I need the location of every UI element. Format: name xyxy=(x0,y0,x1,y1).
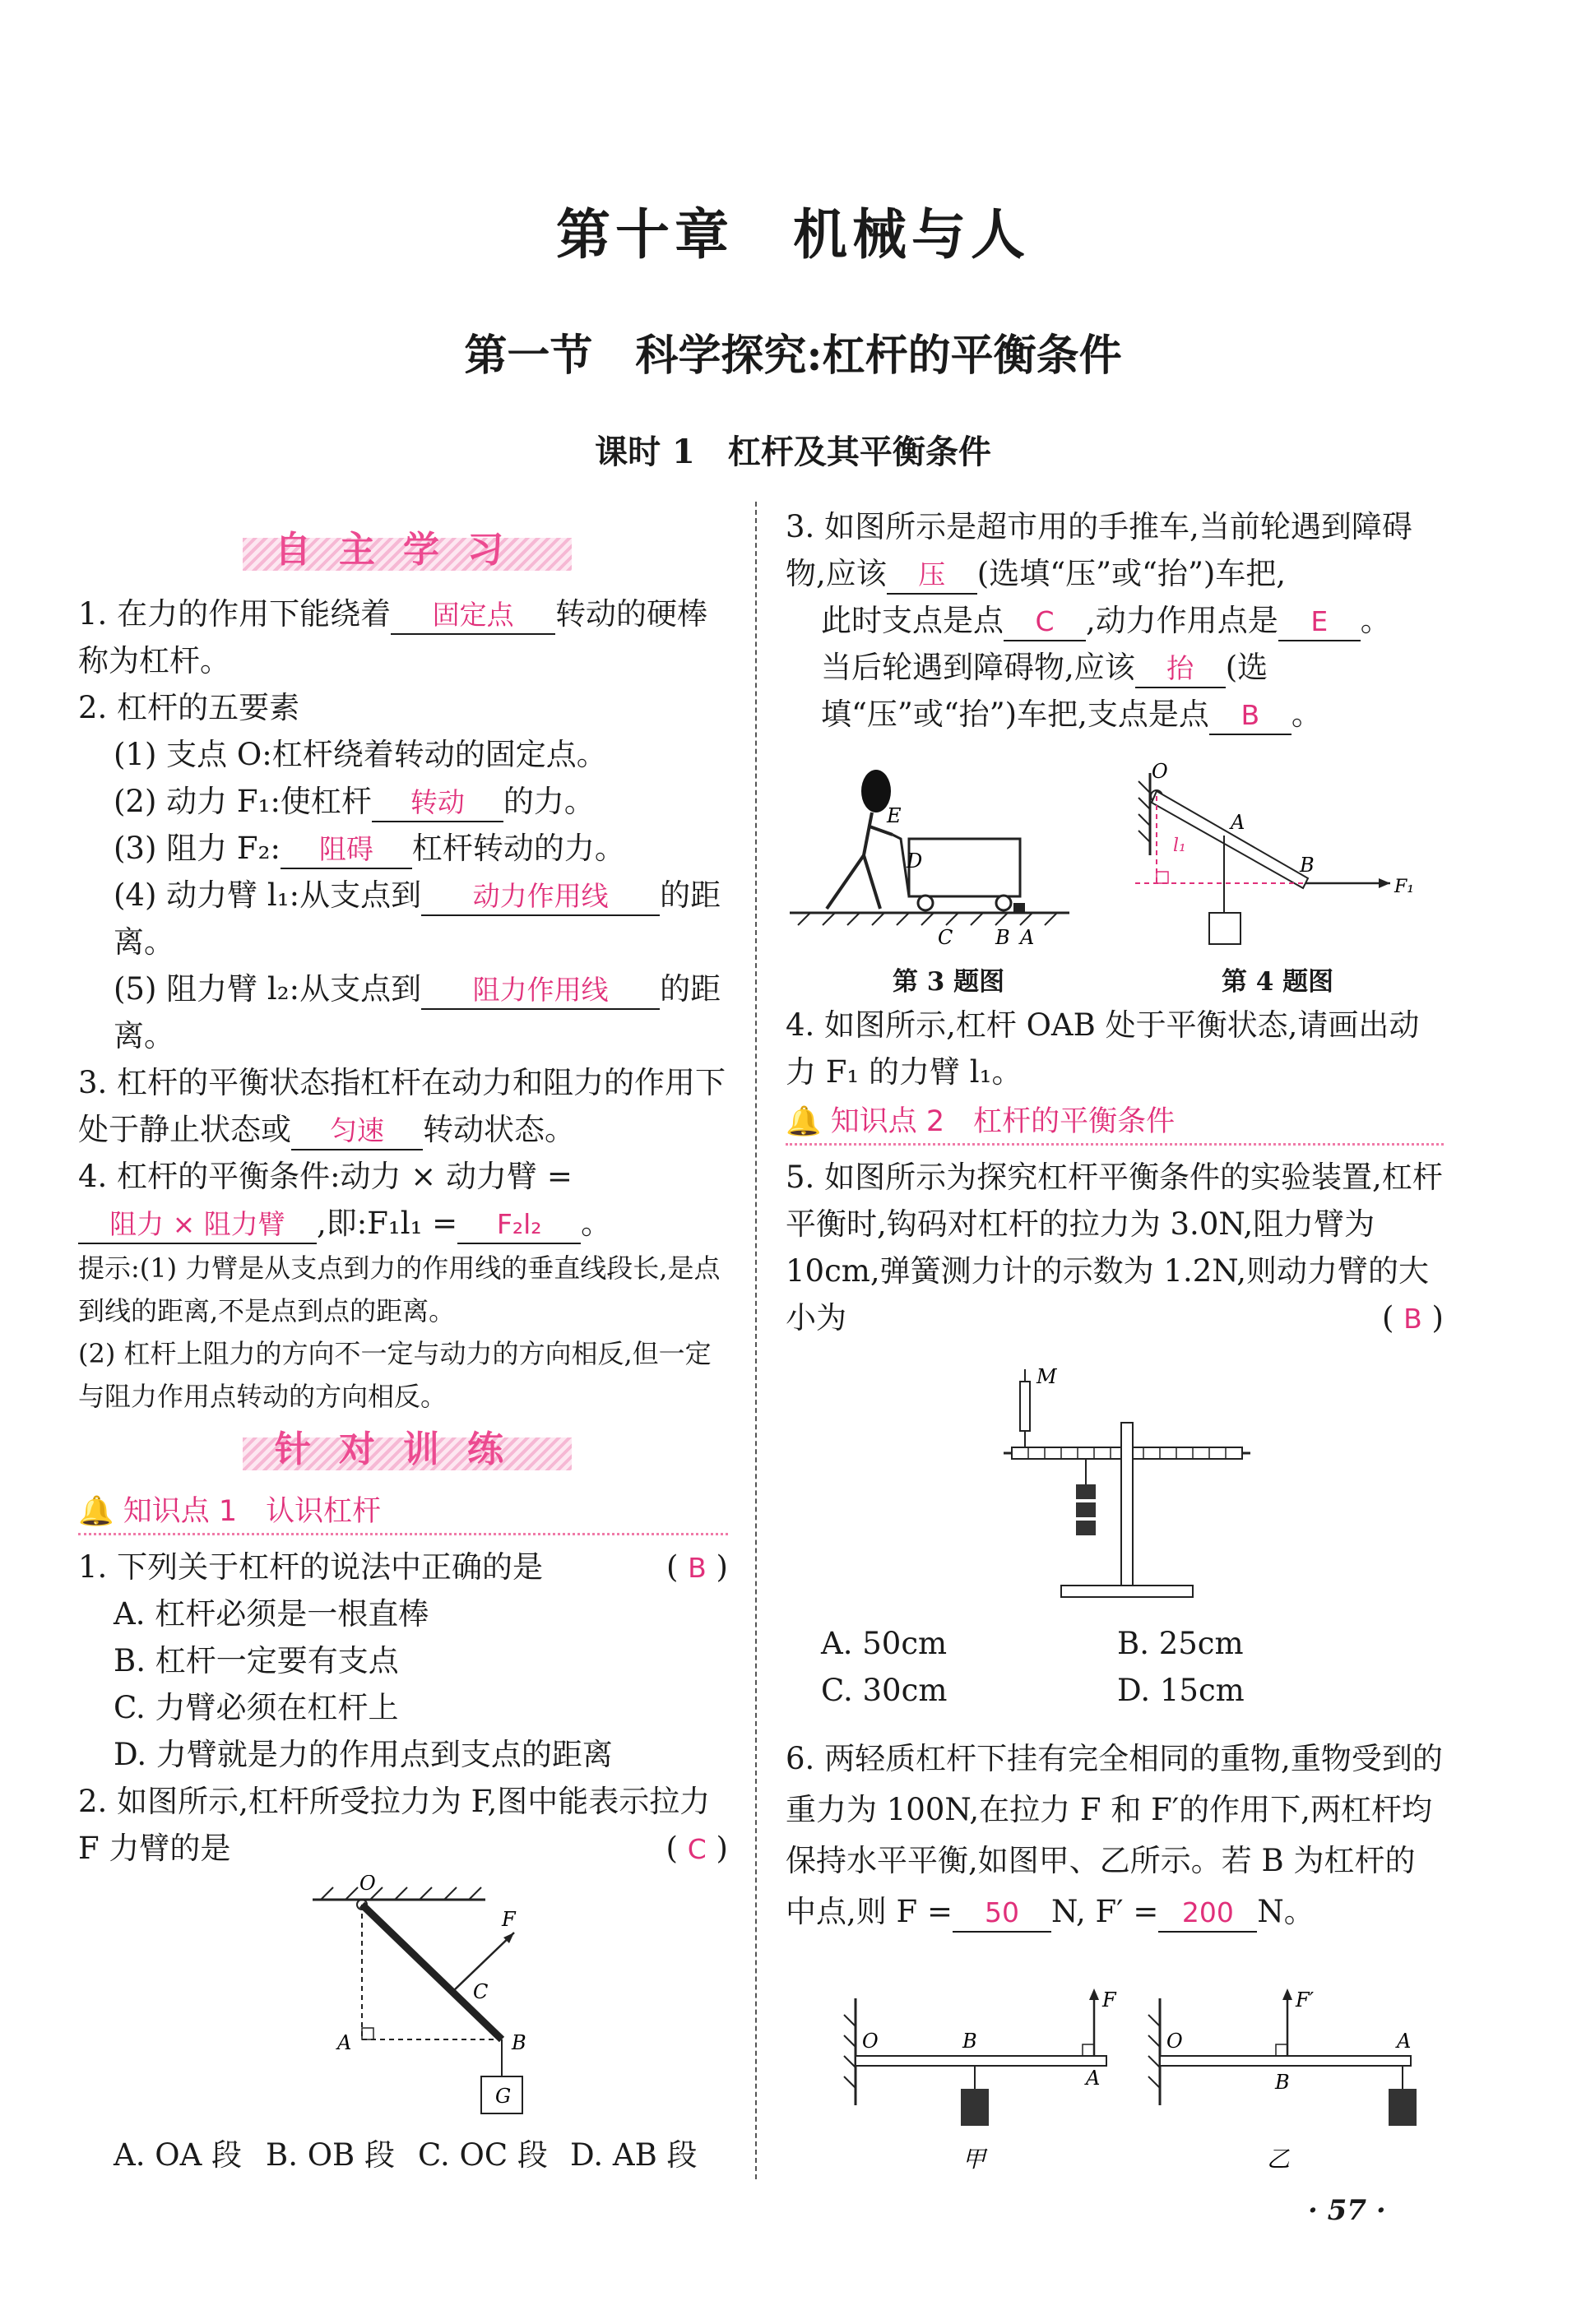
right-column xyxy=(786,503,1444,738)
knowledge-point-1: 🔔 知识点 1 认识杠杆 xyxy=(78,1490,728,1535)
figure-3-caption: 第 3 题图 xyxy=(893,967,1005,997)
svg-text:F₁: F₁ xyxy=(1394,877,1415,897)
svg-text:A: A xyxy=(1020,926,1035,949)
self-q2-3: (3) 阻力 F₂: 阻碍 杠杆转动的力。 xyxy=(78,825,728,872)
label-b: B xyxy=(512,2031,526,2054)
svg-text:B: B xyxy=(962,2030,977,2053)
knowledge-point-2: 🔔 知识点 2 杠杆的平衡条件 xyxy=(786,1100,1444,1146)
svg-text:F′: F′ xyxy=(1296,1988,1315,2012)
training-banner: 针对训练 xyxy=(78,1419,728,1485)
svg-text:A: A xyxy=(1231,811,1245,834)
t2-stem: 2. 如图所示,杠杆所受拉力为 F,图中能表示拉力 F 力臂的是 ( C ) xyxy=(78,1784,728,1866)
self-study-banner: 自主学习 xyxy=(78,520,728,586)
answer-blank: 固定点 xyxy=(391,597,555,635)
svg-text:A: A xyxy=(1086,2067,1101,2090)
label-f: F xyxy=(502,1908,516,1931)
t5-option-c: C. 30cm xyxy=(821,1673,948,1708)
self-q2-1: (1) 支点 O:杠杆绕着转动的固定点。 xyxy=(114,737,607,772)
t5-option-a: A. 50cm xyxy=(821,1626,948,1661)
self-q3: 3. 杠杆的平衡状态指杠杆在动力和阻力的作用下处于静止状态或 匀速 转动状态。 xyxy=(78,1059,728,1153)
t6-text: 6. 两轻质杠杆下挂有完全相同的重物,重物受到的重力为 100N,在拉力 F 和 F′的作用下,两杠杆均保持水平平衡,如图甲、乙所示。若 B 为杠杆的中点,则 F = 50 N, F′ = 200 N。 xyxy=(786,1734,1444,1937)
figure-q2 xyxy=(296,1875,559,2146)
t2-options xyxy=(114,2132,722,2178)
t1-option-b: B. 杠杆一定要有支点 xyxy=(114,1643,399,1678)
svg-text:F: F xyxy=(1102,1988,1116,2012)
figure-4-caption: 第 4 题图 xyxy=(1222,967,1334,997)
svg-text:B: B xyxy=(995,926,1010,949)
left-column xyxy=(78,518,728,1873)
label-jia: 甲 xyxy=(962,2146,986,2173)
t3-line3: 当后轮遇到障碍物,应该 抬 (选填“压”或“抬”)车把,支点是点 B 。 xyxy=(786,644,1444,738)
label-a: A xyxy=(337,2031,352,2054)
svg-text:O: O xyxy=(1166,2030,1183,2053)
t2-option-a: A. OA 段 xyxy=(114,2137,243,2173)
t1-option-a: A. 杠杆必须是一根直棒 xyxy=(114,1596,429,1632)
t5-options xyxy=(821,1620,1413,1714)
t5-option-b: B. 25cm xyxy=(1117,1626,1244,1661)
t3-line2: 此时支点是点 C ,动力作用点是 E 。 xyxy=(786,597,1444,644)
self-q2-2: (2) 动力 F₁:使杠杆 转动 的力。 xyxy=(78,778,728,825)
t1-stem: 1. 下列关于杠杆的说法中正确的是 ( B ) xyxy=(78,1549,728,1585)
figure-q6 xyxy=(839,1982,1431,2179)
svg-text:D: D xyxy=(907,850,923,873)
label-g: G xyxy=(495,2085,512,2108)
column-divider xyxy=(755,502,757,2179)
figure-q5 xyxy=(971,1365,1283,1612)
page-number: · 57 · xyxy=(1308,2194,1386,2227)
self-q2: 2. 杠杆的五要素 xyxy=(78,690,300,725)
svg-text:O: O xyxy=(1152,760,1168,783)
svg-text:M: M xyxy=(1036,1365,1057,1388)
label-c: C xyxy=(473,1980,489,2003)
self-q1: 1. 在力的作用下能绕着 固定点 转动的硬棒称为杠杆。 xyxy=(78,596,708,678)
figure-q3 xyxy=(790,757,1086,954)
hint-2: (2) 杠杆上阻力的方向不一定与动力的方向相反,但一定与阻力作用点转动的方向相反。 xyxy=(78,1338,712,1412)
figure-q4 xyxy=(1127,757,1440,954)
svg-text:l₁: l₁ xyxy=(1173,836,1186,856)
section-title: 第一节 科学探究:杠杆的平衡条件 xyxy=(464,331,1122,381)
svg-text:E: E xyxy=(887,804,902,827)
t5-stem: 5. 如图所示为探究杠杆平衡条件的实验装置,杠杆平衡时,钩码对杠杆的拉力为 3.0N,阻力臂为 10cm,弹簧测力计的示数为 1.2N,则动力臂的大小为 ( B ) xyxy=(786,1160,1444,1336)
t1-option-d: D. 力臂就是力的作用点到支点的距离 xyxy=(114,1737,613,1772)
svg-text:A: A xyxy=(1397,2030,1412,2053)
svg-text:O: O xyxy=(862,2030,879,2053)
t2-option-d: D. AB 段 xyxy=(570,2137,698,2173)
t5-option-d: D. 15cm xyxy=(1117,1673,1245,1708)
svg-text:C: C xyxy=(938,926,953,949)
t2-option-b: B. OB 段 xyxy=(266,2137,395,2173)
right-column-lower xyxy=(786,1002,1444,1342)
t3-line1: 3. 如图所示是超市用的手推车,当前轮遇到障碍物,应该 压 (选填“压”或“抬”)车把, xyxy=(786,503,1444,597)
self-q4: 4. 杠杆的平衡条件:动力 × 动力臂 =阻力 × 阻力臂 ,即:F₁l₁ = F₂l₂ 。 xyxy=(78,1153,728,1247)
svg-text:B: B xyxy=(1275,2071,1290,2094)
t4-stem: 4. 如图所示,杠杆 OAB 处于平衡状态,请画出动力 F₁ 的力臂 l₁。 xyxy=(786,1007,1420,1090)
lesson-title: 课时 1 杠杆及其平衡条件 xyxy=(595,433,991,471)
label-o: O xyxy=(359,1875,376,1895)
svg-text:B: B xyxy=(1300,854,1315,877)
label-yi: 乙 xyxy=(1267,2146,1291,2173)
self-q2-5: (5) 阻力臂 l₂:从支点到 阻力作用线 的距离。 xyxy=(114,971,721,1053)
t2-option-c: C. OC 段 xyxy=(418,2137,548,2173)
t1-option-c: C. 力臂必须在杠杆上 xyxy=(114,1690,399,1725)
self-q2-4: (4) 动力臂 l₁:从支点到 动力作用线 的距离。 xyxy=(114,877,721,960)
hint-1: 提示:(1) 力臂是从支点到力的作用线的垂直线段长,是点到线的距离,不是点到点的距离。 xyxy=(78,1252,721,1326)
chapter-title: 第十章 机械与人 xyxy=(556,202,1030,266)
